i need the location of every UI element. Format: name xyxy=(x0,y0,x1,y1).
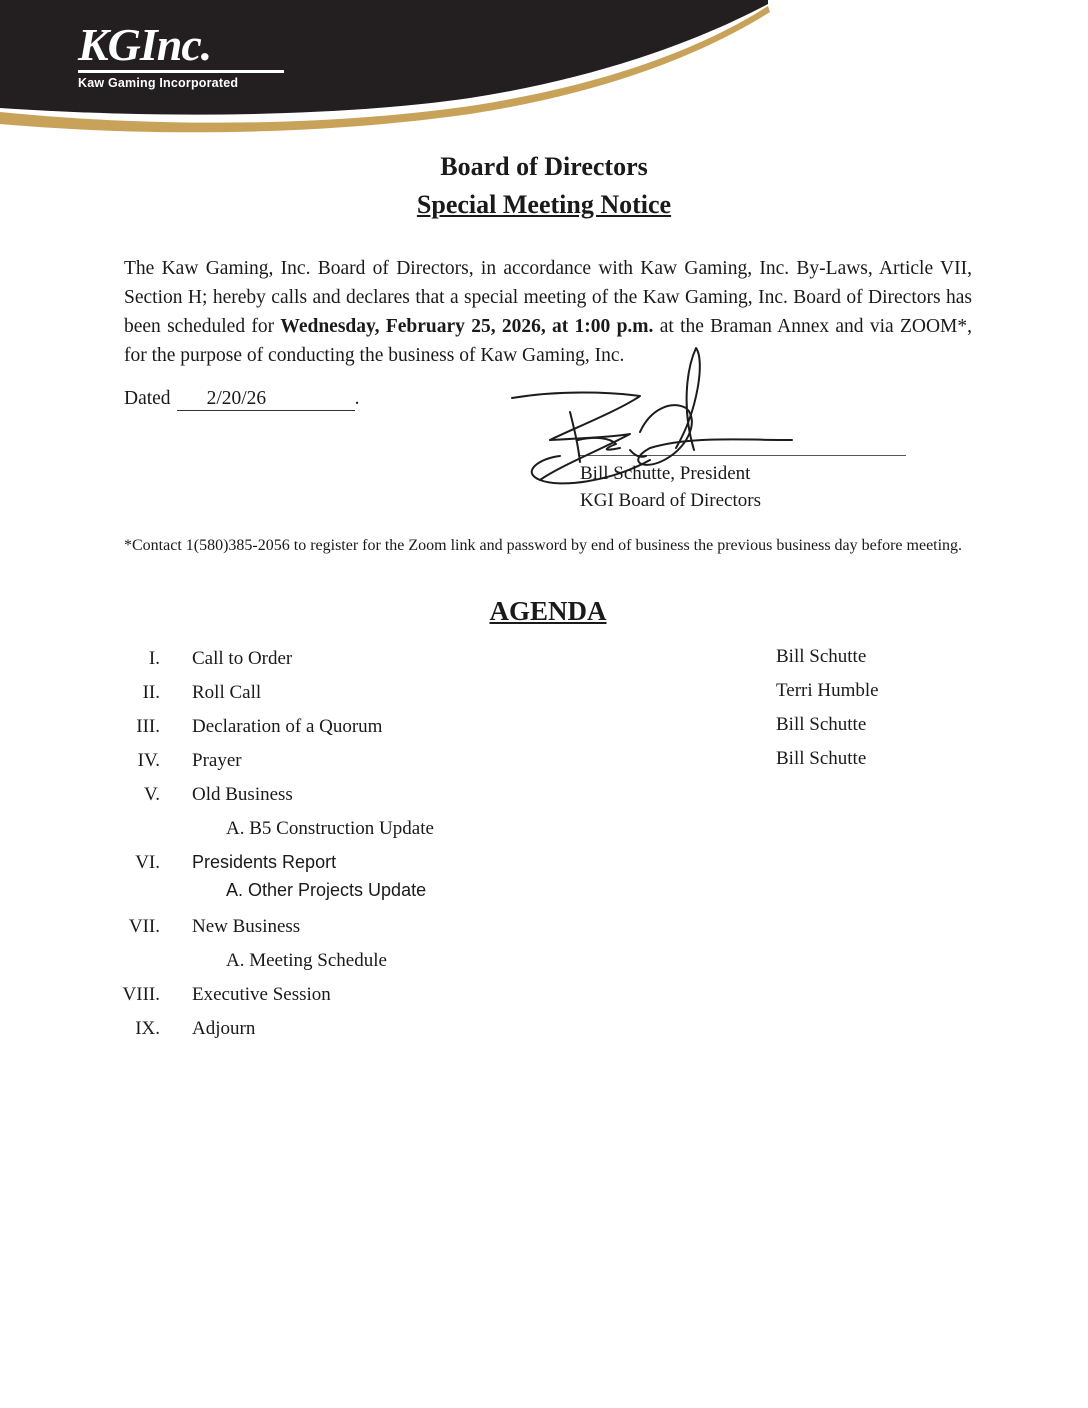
item-title: Declaration of a Quorum xyxy=(192,716,383,737)
logo-tagline: Kaw Gaming Incorporated xyxy=(78,76,239,90)
agenda-item xyxy=(110,682,970,716)
dated-line xyxy=(124,388,359,411)
item-presenter: Bill Schutte xyxy=(776,714,867,735)
agenda-item xyxy=(110,784,970,818)
item-presenter: Bill Schutte xyxy=(776,748,867,769)
agenda-item xyxy=(110,750,970,784)
item-number: V. xyxy=(143,784,160,805)
item-title: Adjourn xyxy=(192,1018,256,1039)
agenda-item xyxy=(110,984,970,1018)
item-title: Presidents Report xyxy=(192,852,337,872)
signer-block xyxy=(580,460,761,514)
logo-wordmark: KGInc. xyxy=(78,19,212,70)
page-subtitle: Special Meeting Notice xyxy=(416,190,672,219)
agenda-item xyxy=(110,852,970,880)
item-number: II. xyxy=(142,682,160,703)
agenda-list xyxy=(110,648,970,1052)
item-presenter: Bill Schutte xyxy=(776,646,867,667)
signer-org: KGI Board of Directors xyxy=(580,490,761,511)
page-title: Board of Directors xyxy=(440,152,648,181)
company-logo xyxy=(78,19,288,90)
item-title: Call to Order xyxy=(192,648,293,669)
item-title: Roll Call xyxy=(192,682,262,703)
item-title: Executive Session xyxy=(192,984,331,1005)
notice-text-end: at the Braman Annex and via ZOOM*, for the purpose of conducting the business of Kaw Gaming, Inc. xyxy=(124,316,972,366)
agenda-subitem xyxy=(110,880,970,916)
agenda-item xyxy=(110,648,970,682)
item-title: New Business xyxy=(192,916,301,937)
logo-rule xyxy=(78,70,284,73)
item-number: VIII. xyxy=(122,984,160,1005)
agenda-item xyxy=(110,716,970,750)
signer-name: Bill Schutte, President xyxy=(580,463,751,484)
notice-text-start: The Kaw Gaming, Inc. Board of Directors, in accordance with Kaw Gaming, Inc. By-Laws, Article VII, Section H; hereby calls and declares that a special meeting of the Kaw Gaming, Inc. Board of Directors has been scheduled for xyxy=(124,258,972,337)
agenda-subitem xyxy=(110,818,970,852)
agenda-heading: AGENDA xyxy=(489,596,607,626)
subitem-title: A. B5 Construction Update xyxy=(226,818,434,839)
item-number: III. xyxy=(136,716,160,737)
item-number: VI. xyxy=(135,852,160,873)
meeting-datetime: Wednesday, February 25, 2026, at 1:00 p.m. xyxy=(280,316,654,337)
zoom-note: *Contact 1(580)385-2056 to register for the Zoom link and password by end of business the previous business day before meeting. xyxy=(124,537,963,554)
item-presenter: Terri Humble xyxy=(776,680,879,701)
subitem-title: A. Other Projects Update xyxy=(226,880,427,900)
dated-label: Dated xyxy=(124,388,171,409)
agenda-item xyxy=(110,916,970,950)
item-number: IX. xyxy=(135,1018,160,1039)
agenda-subitem xyxy=(110,950,970,984)
dated-value: 2/20/26 xyxy=(177,388,355,411)
item-title: Old Business xyxy=(192,784,293,805)
item-title: Prayer xyxy=(192,750,242,771)
item-number: I. xyxy=(148,648,160,669)
subitem-title: A. Meeting Schedule xyxy=(226,950,387,971)
item-number: IV. xyxy=(137,750,160,771)
item-number: VII. xyxy=(128,916,160,937)
agenda-item xyxy=(110,1018,970,1052)
dated-end: . xyxy=(354,388,360,409)
